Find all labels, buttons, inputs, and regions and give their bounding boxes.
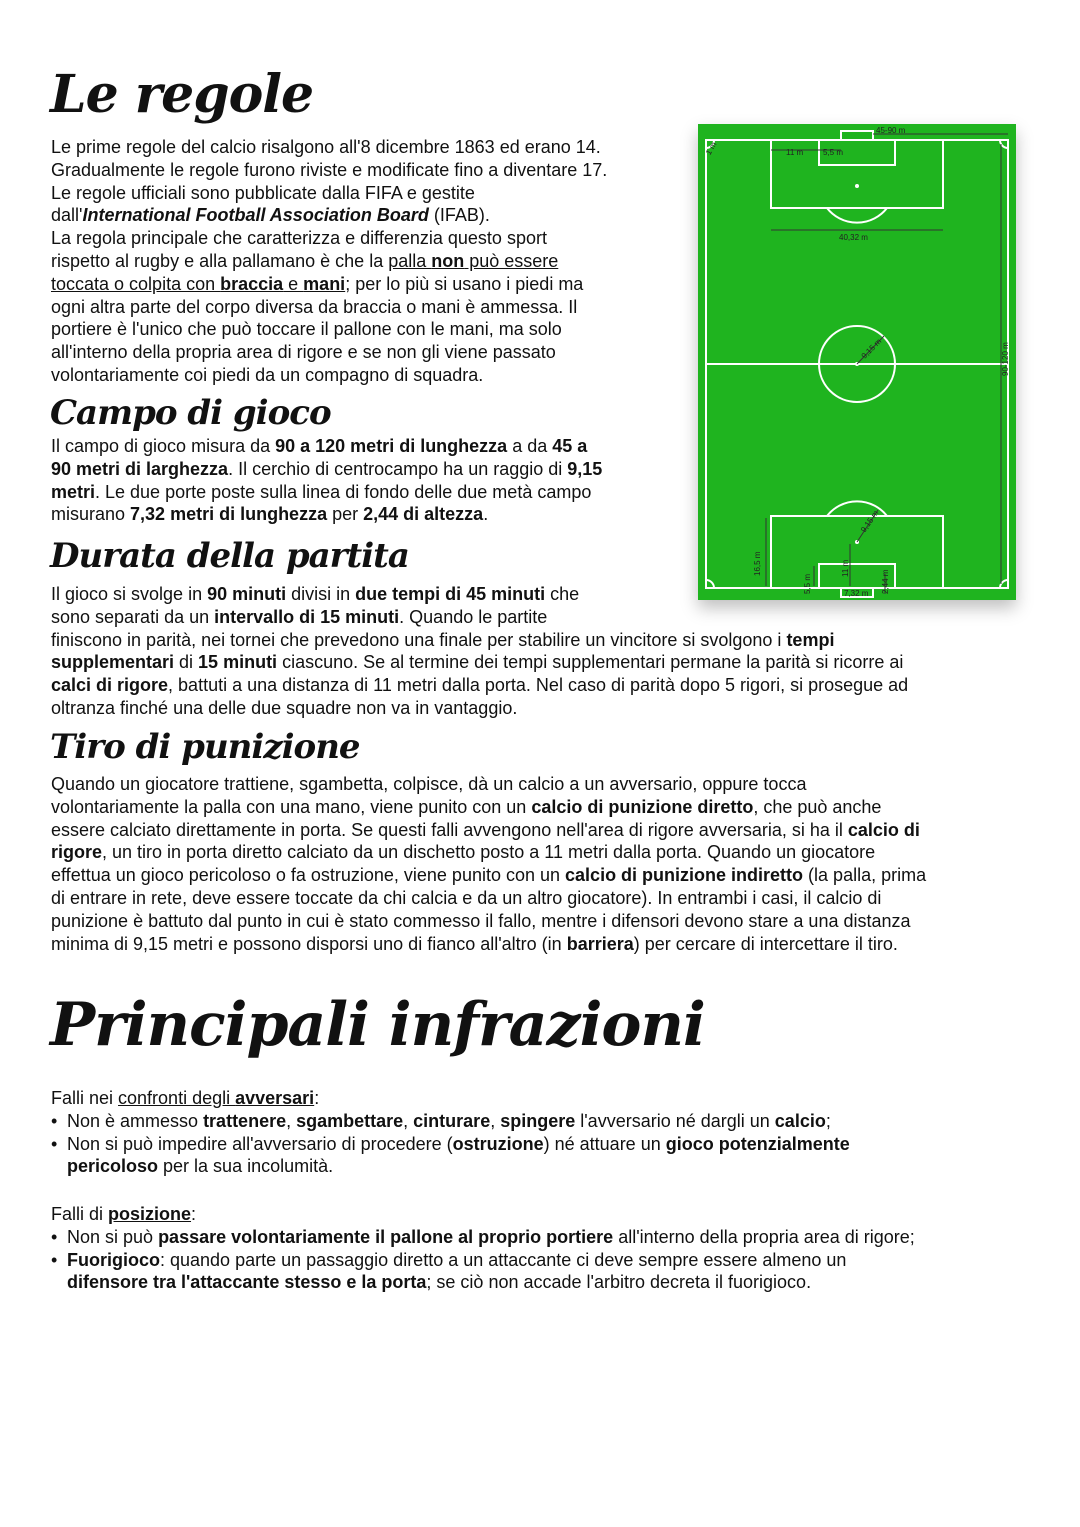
corner-label: 1 m	[703, 140, 719, 157]
field-svg	[698, 124, 1016, 600]
text-line: volontariamente la palla con una mano, viene punito con un calcio di punizione diretto, che può anche	[51, 796, 882, 817]
text-line: rigore, un tiro in porta diretto calciato da un dischetto posto a 11 metri dalla porta. Quando un giocatore	[51, 842, 876, 863]
goal-area-label: 5,5 m	[823, 148, 844, 157]
infrazioni-posizione	[51, 1203, 1061, 1294]
title-le-regole: Le regole	[50, 64, 314, 125]
campo-paragraph	[51, 435, 691, 526]
text-line: effettua un gioco pericoloso o fa ostruzione, viene punito con un calcio di punizione indiretto (la palla, prima	[51, 865, 927, 886]
text-line: Quando un giocatore trattiene, sgambetta, colpisce, dà un calcio a un avversario, oppure tocca	[51, 774, 807, 794]
text-line: Falli nei confronti degli avversari:	[51, 1088, 320, 1108]
text-line: essere calciato direttamente in porta. Se questi falli avvengono nell'area di rigore avversaria, si ha il calcio di	[51, 819, 920, 840]
list-item: • Non si può impedire all'avversario di procedere (ostruzione) né attuare un gioco potenzialmente pericoloso per la sua incolumità.	[51, 1133, 1061, 1179]
text-line: 90 metri di larghezza. Il cerchio di centrocampo ha un raggio di 9,15	[51, 458, 603, 479]
text-line: punizione è battuto dal punto in cui è stato commesso il fallo, mentre i difensori devono stare a una distanza	[51, 910, 911, 931]
text-line: Gradualmente le regole furono riviste e modificate fino a diventare 17.	[51, 159, 608, 180]
durata-paragraph	[51, 583, 1051, 720]
title-durata-della-partita: Durata della partita	[50, 536, 409, 576]
text-line: metri. Le due porte poste sulla linea di fondo delle due metà campo	[51, 481, 592, 502]
title-principali-infrazioni: Principali infrazioni	[50, 990, 705, 1060]
text-line: rispetto al rugby e alla pallamano è che la palla non può essere	[51, 250, 559, 271]
area-label: 11 m	[786, 148, 804, 157]
football-field-diagram	[698, 124, 1016, 600]
title-campo-di-gioco: Campo di gioco	[50, 393, 331, 433]
top-penalty-spot	[855, 184, 859, 188]
circle-label: 9,15 m	[859, 336, 884, 361]
infrazioni-avversari	[51, 1087, 1061, 1178]
text-line: oltranza finché una delle due squadre non va in vantaggio.	[51, 697, 518, 718]
goal-height-label: 2,44 m	[881, 569, 890, 594]
posizione-list	[51, 1226, 1061, 1294]
text-line: ogni altra parte del corpo diversa da braccia o mani è ammessa. Il	[51, 296, 578, 317]
text-line: Falli di posizione:	[51, 1204, 197, 1224]
text-line: toccata o colpita con braccia e mani; per lo più si usano i piedi ma	[51, 273, 584, 294]
text-line: portiere è l'unico che può toccare il pallone con le mani, ma solo	[51, 319, 562, 340]
regole-paragraph	[51, 136, 691, 387]
arc-label: 40,32 m	[839, 233, 868, 242]
text-line: sono separati da un intervallo di 15 minuti. Quando le partite	[51, 606, 548, 627]
penalty-depth-label: 16,5 m	[753, 551, 762, 576]
text-line: supplementari di 15 minuti ciascuno. Se al termine dei tempi supplementari permane la parità si ricorre ai	[51, 652, 904, 673]
text-line: calci di rigore, battuti a una distanza di 11 metri dalla porta. Nel caso di parità dopo 5 rigori, si prosegue ad	[51, 675, 909, 696]
width-label: 45-90 m	[876, 126, 906, 135]
spot-label: 11 m	[841, 559, 850, 577]
text-line: Il campo di gioco misura da 90 a 120 metri di lunghezza a da 45 a	[51, 436, 588, 456]
text-line: di entrare in rete, deve essere toccate da chi calcia e da un altro giocatore). In entrambi i casi, il calcio di	[51, 887, 882, 908]
arc-bottom-label: 9,15 m	[858, 508, 881, 534]
text-line: misurano 7,32 metri di lunghezza per 2,44 di altezza.	[51, 504, 489, 525]
tiro-paragraph	[51, 773, 1061, 955]
text-line: La regola principale che caratterizza e differenzia questo sport	[51, 228, 547, 249]
list-item: • Non è ammesso trattenere, sgambettare, cinturare, spingere l'avversario né dargli un calcio;	[51, 1110, 1061, 1133]
length-label: 90-120 m	[1001, 342, 1010, 376]
text-line: Le prime regole del calcio risalgono all'8 dicembre 1863 ed erano 14.	[51, 137, 601, 157]
text-line: Le regole ufficiali sono pubblicate dalla FIFA e gestite	[51, 182, 475, 203]
text-line: minima di 9,15 metri e possono disporsi uno di fianco all'altro (in barriera) per cercare di intercettare il tiro.	[51, 933, 898, 954]
title-tiro-di-punizione: Tiro di punizione	[50, 727, 360, 767]
list-item: • Non si può passare volontariamente il pallone al proprio portiere all'interno della propria area di rigore;	[51, 1226, 1061, 1249]
avversari-list	[51, 1110, 1061, 1178]
text-line: volontariamente coi piedi da un compagno di squadra.	[51, 364, 484, 385]
text-line: dall'International Football Association Board (IFAB).	[51, 205, 490, 226]
goal-label: 7,32 m	[844, 589, 869, 598]
text-line: all'interno della propria area di rigore e se non gli viene passato	[51, 342, 556, 363]
text-line: finiscono in parità, nei tornei che prevedono una finale per stabilire un vincitore si svolgono i tempi	[51, 629, 835, 650]
goal-area-depth-label: 5,5 m	[803, 573, 812, 594]
list-item: • Fuorigioco: quando parte un passaggio diretto a un attaccante ci deve sempre essere almeno un difensore tra l'attaccante stesso e la porta; se ciò non accade l'arbitro decreta il fuorigioco.	[51, 1249, 1061, 1295]
text-line: Il gioco si svolge in 90 minuti divisi in due tempi di 45 minuti che	[51, 584, 580, 604]
